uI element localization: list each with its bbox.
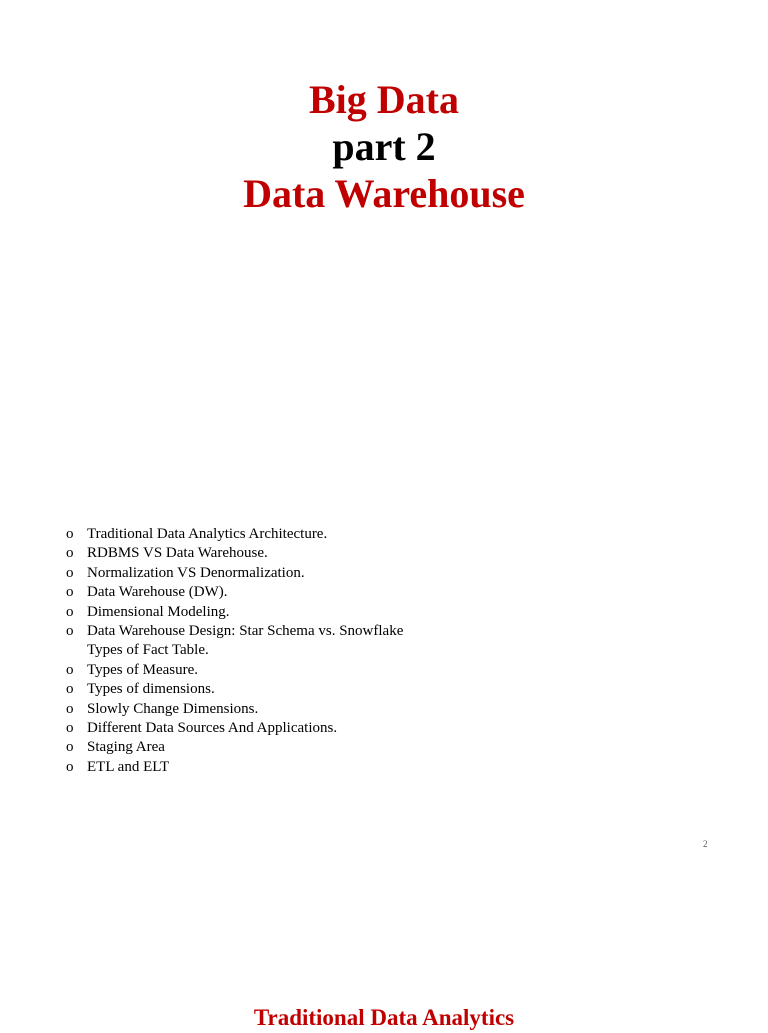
title-line-part-2: part 2: [332, 124, 436, 169]
list-item-text: Different Data Sources And Applications.: [87, 720, 338, 737]
bullet-icon: o: [66, 584, 74, 601]
list-item: [64, 680, 403, 699]
bullet-icon: o: [66, 545, 74, 562]
title-line-data-warehouse: Data Warehouse: [243, 171, 525, 216]
topics-list: [64, 525, 403, 777]
bullet-icon: o: [66, 681, 74, 698]
list-item: [64, 622, 403, 661]
bullet-icon: o: [66, 739, 74, 756]
list-item: [64, 758, 403, 777]
list-item-continuation-text: Types of Fact Table.: [87, 642, 209, 659]
list-item: [64, 525, 403, 544]
bullet-icon: o: [66, 720, 74, 737]
list-item: [64, 544, 403, 563]
document-title: [0, 76, 768, 217]
list-item-text: ETL and ELT: [87, 758, 170, 775]
list-item-text: Data Warehouse Design: Star Schema vs. Snowflake: [87, 623, 404, 640]
list-item-text: Staging Area: [87, 739, 165, 756]
bullet-icon: o: [66, 526, 74, 542]
list-item-text: Data Warehouse (DW).: [87, 584, 228, 601]
list-item: [64, 738, 403, 757]
list-item: [64, 583, 403, 602]
list-item-text: Types of Measure.: [87, 661, 198, 678]
list-item-text: Normalization VS Denormalization.: [87, 564, 305, 581]
list-item: [64, 564, 403, 583]
bullet-icon: o: [66, 603, 74, 620]
list-item-text: Traditional Data Analytics Architecture.: [87, 526, 328, 542]
list-item-text: Dimensional Modeling.: [87, 603, 230, 620]
list-item: [64, 603, 403, 622]
page-number: 2: [703, 839, 708, 849]
list-item-text: Types of dimensions.: [87, 681, 215, 698]
list-item: [64, 661, 403, 680]
bullet-icon: o: [66, 758, 74, 775]
bullet-icon: o: [66, 564, 74, 581]
list-item-text: Slowly Change Dimensions.: [87, 700, 259, 717]
next-section-heading: Traditional Data Analytics: [253, 1005, 515, 1030]
bullet-icon: o: [66, 623, 74, 640]
list-item-text: RDBMS VS Data Warehouse.: [87, 545, 268, 562]
title-line-big-data: Big Data: [309, 77, 459, 122]
list-item: [64, 700, 403, 719]
list-item: [64, 719, 403, 738]
bullet-icon: o: [66, 700, 74, 717]
bullet-icon: o: [66, 661, 74, 678]
